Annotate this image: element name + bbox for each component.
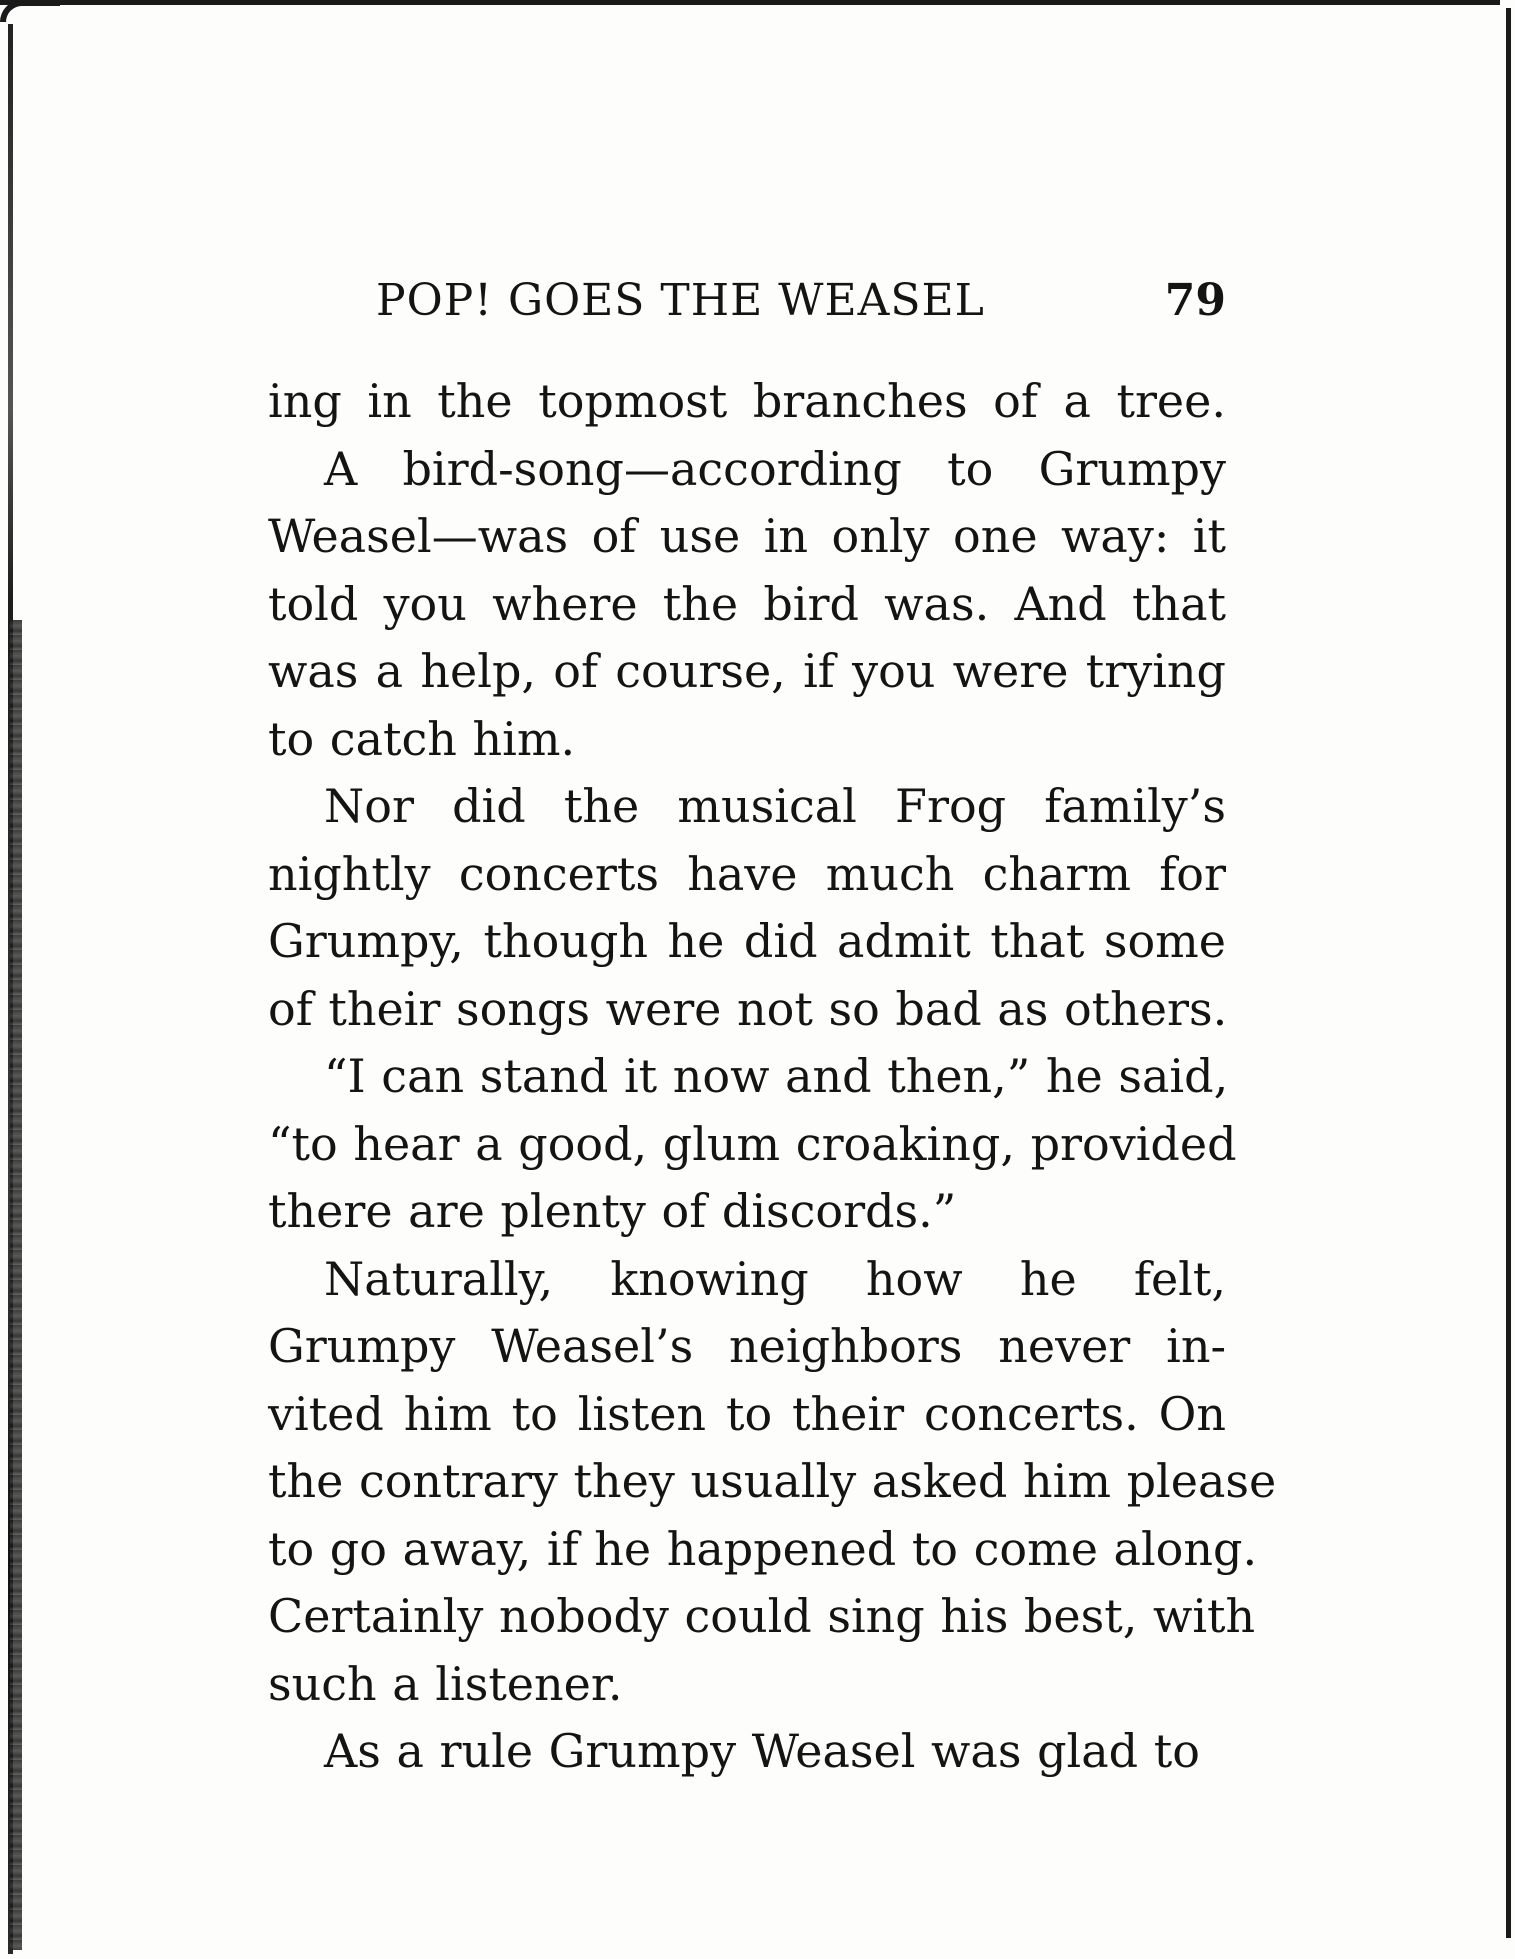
scan-edge-top xyxy=(0,0,1500,5)
text-line: the contrary they usually asked him please xyxy=(268,1454,1277,1508)
text-line: As a rule Grumpy Weasel was glad to xyxy=(324,1724,1200,1778)
text-line: Naturally, knowing how he felt, xyxy=(324,1251,1226,1306)
scan-edge-left-shadow xyxy=(10,620,22,1950)
text-line: such a listener. xyxy=(268,1656,623,1711)
page-header xyxy=(376,268,1226,334)
scan-edge-right xyxy=(1506,8,1511,1938)
text-line: Weasel—was of use in only one way: it xyxy=(268,509,1226,563)
scan-edge-corner xyxy=(0,0,60,22)
running-title: POP! GOES THE WEASEL xyxy=(376,275,985,326)
text-line: “I can stand it now and then,” he said, xyxy=(324,1049,1229,1103)
text-line: ing in the topmost branches of a tree. xyxy=(268,374,1226,428)
text-line: to catch him. xyxy=(268,711,576,766)
text-line: nightly concerts have much charm for xyxy=(268,846,1226,901)
page-number: 79 xyxy=(1164,275,1226,326)
text-line: of their songs were not so bad as others. xyxy=(268,981,1228,1036)
text-line: Nor did the musical Frog family’s xyxy=(324,779,1226,833)
body-text xyxy=(268,368,1277,1786)
text-line: A bird-song—according to Grumpy xyxy=(324,441,1226,496)
text-line: to go away, if he happened to come along. xyxy=(268,1521,1258,1576)
text-line: told you where the bird was. And that xyxy=(268,576,1226,631)
text-line: Grumpy Weasel’s neighbors never in- xyxy=(268,1319,1226,1373)
text-line: Certainly nobody could sing his best, with xyxy=(268,1589,1256,1643)
text-line: was a help, of course, if you were trying xyxy=(268,644,1226,698)
text-line: vited him to listen to their concerts. On xyxy=(268,1386,1226,1441)
text-line: there are plenty of discords.” xyxy=(268,1184,957,1238)
text-line: Grumpy, though he did admit that some xyxy=(268,914,1226,968)
text-line: “to hear a good, glum croaking, provided xyxy=(268,1116,1237,1171)
